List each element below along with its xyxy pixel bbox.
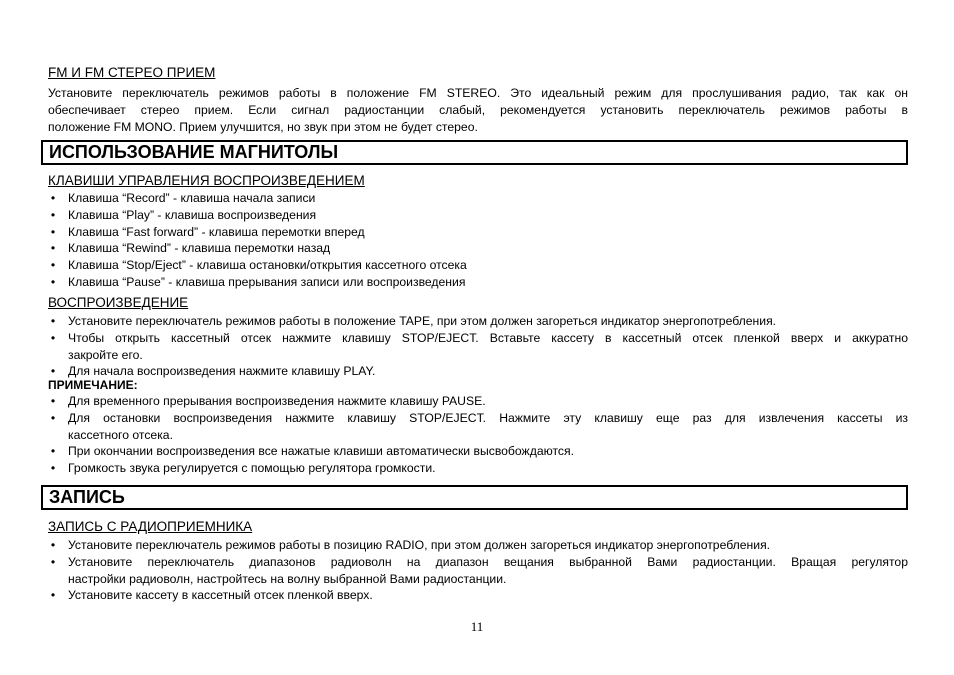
recording-heading: ЗАПИСЬ С РАДИОПРИЕМНИКА	[48, 519, 253, 534]
section-title-recording: ЗАПИСЬ	[41, 485, 908, 510]
bullet-icon: •	[50, 588, 56, 603]
fm-paragraph	[48, 85, 908, 135]
playback-list	[48, 313, 908, 380]
list-item: • Установите переключатель режимов работы в положение TAPE, при этом должен загореться индикатор энергопотребления.	[48, 313, 908, 330]
bullet-icon: •	[50, 330, 56, 345]
bullet-icon: •	[50, 461, 56, 476]
bullet-icon: •	[50, 241, 56, 256]
list-item: • При окончании воспроизведения все нажатые клавиши автоматически высвобождаются.	[48, 443, 908, 460]
bullet-icon: •	[50, 274, 56, 289]
bullet-icon: •	[50, 224, 56, 239]
bullet-icon: •	[50, 364, 56, 379]
list-item: • Для остановки воспроизведения нажмите клавишу STOP/EJECT. Нажмите эту клавишу еще раз для извлечения кассеты из кассетного отсека.	[48, 410, 908, 444]
controls-heading: КЛАВИШИ УПРАВЛЕНИЯ ВОСПРОИЗВЕДЕНИЕМ	[48, 173, 365, 188]
list-item: • Для временного прерывания воспроизведения нажмите клавишу PAUSE.	[48, 393, 908, 410]
bullet-icon: •	[50, 538, 56, 552]
fm-heading: FM И FM СТЕРЕО ПРИЕМ	[48, 65, 216, 80]
list-item: • Клавиша “Pause” - клавиша прерывания записи или воспроизведения	[48, 274, 908, 291]
section-title-usage: ИСПОЛЬЗОВАНИЕ МАГНИТОЛЫ	[41, 140, 908, 165]
fm-line-2: обеспечивает стерео прием. Если сигнал радиостанции слабый, рекомендуется установить переключатель режимов работы в	[48, 102, 908, 117]
fm-line-1: Установите переключатель режимов работы в положение FM STEREO. Это идеальный режим для прослушивания радио, так как он	[48, 86, 908, 100]
bullet-icon: •	[50, 410, 56, 425]
bullet-icon: •	[50, 394, 56, 408]
page-number: 11	[470, 619, 484, 634]
list-item: • Клавиша “Record” - клавиша начала записи	[48, 190, 908, 207]
controls-list	[48, 190, 908, 291]
playback-heading: ВОСПРОИЗВЕДЕНИЕ	[48, 295, 189, 310]
list-item: • Громкость звука регулируется с помощью регулятора громкости.	[48, 460, 908, 477]
list-item: • Клавиша “Stop/Eject” - клавиша остановки/открытия кассетного отсека	[48, 257, 908, 274]
list-item: • Чтобы открыть кассетный отсек нажмите клавишу STOP/EJECT. Вставьте кассету в кассетный отсек пленкой вверх и аккуратно закройте его.	[48, 330, 908, 364]
list-item: • Для начала воспроизведения нажмите клавишу PLAY.	[48, 363, 908, 380]
bullet-icon: •	[50, 554, 56, 569]
bullet-icon: •	[50, 258, 56, 273]
fm-line-3: положение FM MONO. Прием улучшится, но звук при этом не будет стерео.	[48, 119, 478, 134]
list-item: • Установите переключатель диапазонов радиоволн на диапазон вещания выбранной Вами радиостанции. Вращая регулятор настройки радиоволн, настройтесь на волну выбранной Вами радиостанции.	[48, 554, 908, 588]
bullet-icon: •	[50, 314, 56, 328]
bullet-icon: •	[50, 191, 56, 205]
list-item: • Клавиша “Rewind” - клавиша перемотки назад	[48, 240, 908, 257]
recording-list	[48, 537, 908, 604]
note-label: ПРИМЕЧАНИЕ:	[48, 378, 138, 392]
note-list	[48, 393, 908, 477]
list-item: • Установите переключатель режимов работы в позицию RADIO, при этом должен загореться индикатор энергопотребления.	[48, 537, 908, 554]
list-item: • Клавиша “Fast forward” - клавиша перемотки вперед	[48, 224, 908, 241]
list-item: • Клавиша “Play” - клавиша воспроизведения	[48, 207, 908, 224]
bullet-icon: •	[50, 444, 56, 459]
list-item: • Установите кассету в кассетный отсек пленкой вверх.	[48, 587, 908, 604]
bullet-icon: •	[50, 207, 56, 222]
